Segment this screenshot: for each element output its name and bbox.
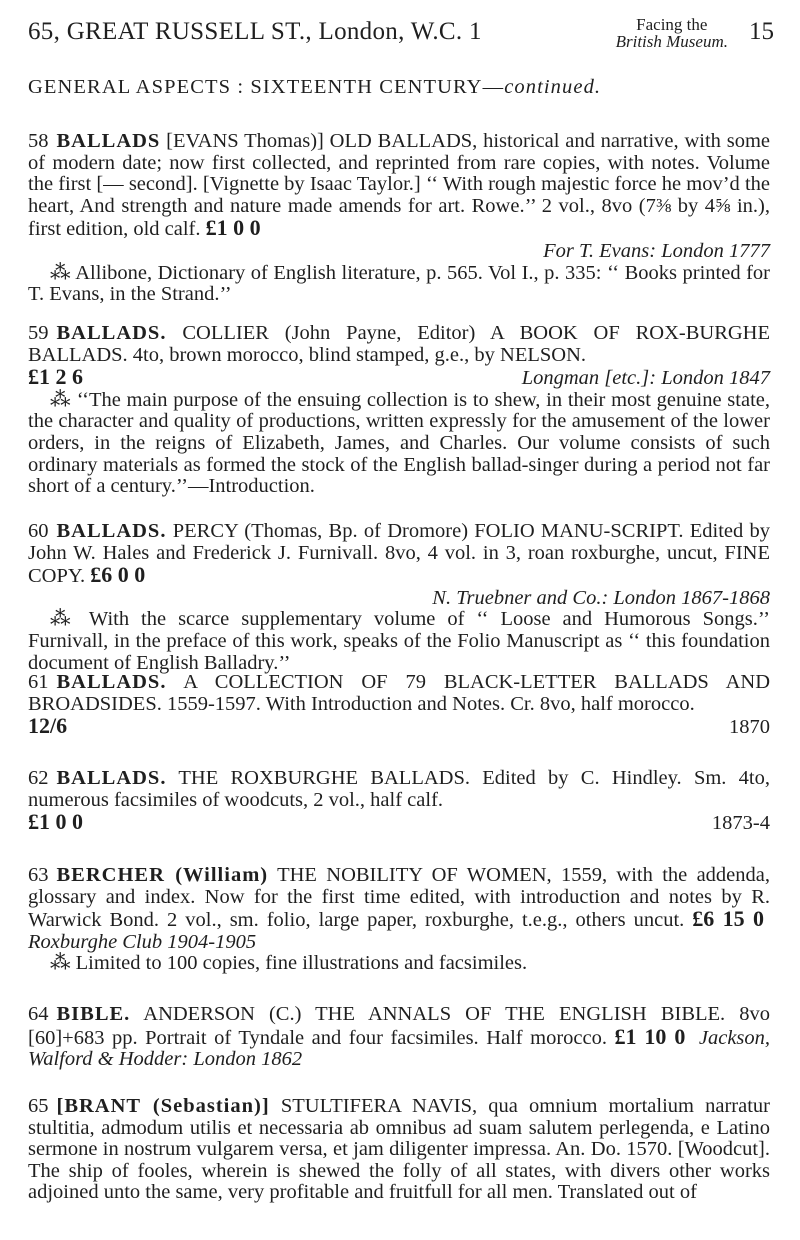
entry-keyword: BIBLE.	[56, 1003, 131, 1025]
entry-note: ⁂ Limited to 100 copies, fine illustrations and facsimiles.	[50, 952, 528, 975]
entry-number: 60	[28, 520, 49, 542]
entry-imprint: 1873-4	[711, 812, 770, 835]
entry-description: ANDERSON (C.) THE ANNALS OF THE ENGLISH BIBLE. 8vo [60]+683 pp. Portrait of Tyndale and four facsimiles. Half morocco.	[28, 1003, 770, 1049]
entry-number: 64	[28, 1003, 49, 1025]
entry-number: 59	[28, 322, 49, 344]
catalogue-entry	[28, 672, 770, 739]
catalogue-entry	[28, 521, 770, 674]
entry-description: STULTIFERA NAVIS, qua omnium mortalium narratur stultitia, admodum utilis et necessaria ab omnibus ad suam salutem perlegenda, e Latino sermone in nostrum vulgarem versa, et jam diligenter impressa. An. Do. 1570. [Woodcut]. The ship of fooles, wherein is shewed the folly of all states, with divers other works adjoined unto the same, very profitable and fruitfull for all men. Translated out of	[28, 1095, 771, 1204]
entry-description: A COLLECTION OF 79 BLACK-LETTER BALLADS AND BROADSIDES. 1559-1597. With Introduction and Notes. Cr. 8vo, half morocco.	[28, 671, 770, 715]
entry-price: £1 0 0	[205, 215, 261, 241]
entry-body	[28, 865, 770, 953]
entry-number: 58	[28, 130, 49, 152]
page-header	[28, 8, 778, 60]
catalogue-entry	[28, 865, 770, 975]
section-heading-continued: continued.	[504, 76, 602, 98]
entry-price: 12/6	[28, 713, 68, 739]
entry-imprint: Jackson, Walford & Hodder: London 1862	[28, 1026, 771, 1071]
entry-number: 61	[28, 671, 49, 693]
entry-body	[28, 768, 770, 811]
catalogue-entry	[28, 768, 770, 835]
entry-price-imprint	[28, 811, 770, 835]
entry-keyword: BALLADS.	[56, 767, 167, 789]
entry-description: COLLIER (John Payne, Editor) A BOOK OF ROX-BURGHE BALLADS. 4to, brown morocco, blind stamped, g.e., by NELSON.	[28, 322, 771, 366]
catalogue-entry	[28, 1096, 770, 1204]
entry-imprint-line	[28, 241, 770, 263]
catalogue-entry	[28, 131, 770, 306]
entry-price: £6 15 0	[692, 906, 765, 932]
entry-imprint: Longman [etc.]: London 1847	[521, 367, 770, 390]
entry-imprint: 1870	[729, 716, 770, 739]
entry-description: THE ROXBURGHE BALLADS. Edited by C. Hindley. Sm. 4to, numerous facsimiles of woodcuts, 2 vol., half calf.	[28, 767, 770, 811]
entry-keyword: BERCHER (William)	[56, 864, 269, 886]
entry-note: ⁂ ‘‘The main purpose of the ensuing collection is to shew, in their most genuine state, the character and quality of productions, written expressly for the amusement of the lower orders, in the reigns of Elizabeth, James, and Charles. Our volume consists of such ordinary materials as formed the stock of the English ballad-singer during a period not far short of a century.’’—Introduction.	[28, 388, 770, 498]
page-number: 15	[749, 18, 774, 45]
entry-keyword: BALLADS.	[56, 322, 167, 344]
entry-keyword: BALLADS.	[56, 520, 167, 542]
section-heading-main: GENERAL ASPECTS : SIXTEENTH CENTURY—	[28, 76, 505, 98]
section-heading	[28, 76, 601, 99]
running-title: 65, GREAT RUSSELL ST., London, W.C. 1	[28, 18, 482, 45]
entry-imprint: N. Truebner and Co.: London 1867-1868	[432, 586, 770, 609]
entry-body	[28, 1096, 770, 1204]
entry-body	[28, 672, 770, 715]
entry-body	[28, 131, 770, 241]
museum-line: British Museum.	[615, 32, 728, 51]
entry-number: 63	[28, 864, 49, 886]
entry-body	[28, 1004, 770, 1071]
entry-price: £1 0 0	[28, 809, 83, 835]
entry-body	[28, 521, 770, 588]
entry-body	[28, 323, 770, 366]
entry-description: PERCY (Thomas, Bp. of Dromore) FOLIO MANU-SCRIPT. Edited by John W. Hales and Frederick J. Furnivall. 8vo, 4 vol. in 3, roan roxburghe, uncut, FINE COPY.	[28, 520, 770, 588]
catalogue-entry	[28, 323, 770, 498]
entry-keyword: [BRANT (Sebastian)]	[56, 1095, 270, 1117]
facing-note	[616, 16, 728, 50]
entry-number: 62	[28, 767, 49, 789]
catalogue-entry	[28, 1004, 770, 1071]
entry-price: £1 10 0	[614, 1023, 686, 1049]
entry-price-imprint	[28, 715, 770, 739]
entry-price-imprint	[28, 366, 770, 390]
entry-imprint-line	[28, 588, 770, 610]
entry-number: 65	[28, 1095, 49, 1117]
entry-description: THE NOBILITY OF WOMEN, 1559, with the addenda, glossary and index. Now for the first time edited, with introduction and notes by R. Warwick Bond. 2 vol., sm. folio, large paper, roxburghe, t.e.g., others uncut.	[28, 864, 770, 932]
entry-imprint: Roxburghe Club 1904-1905	[28, 930, 257, 953]
entry-imprint: For T. Evans: London 1777	[543, 239, 770, 262]
entry-note: ⁂ Allibone, Dictionary of English literature, p. 565. Vol I., p. 335: ‘‘ Books printed for T. Evans, in the Strand.’’	[28, 261, 770, 306]
entry-keyword: BALLADS.	[56, 671, 167, 693]
entry-price: £1 2 6	[28, 364, 83, 390]
facing-line: Facing the	[636, 15, 708, 34]
entry-price: £6 0 0	[90, 562, 146, 588]
entry-keyword: BALLADS	[56, 130, 161, 152]
entry-description: [EVANS Thomas)] OLD BALLADS, historical and narrative, with some of modern date; now first collected, and reprinted from rare copies, with notes. Volume the first [— second]. [Vignette by Isaac Taylor.] ‘‘ With rough majestic force he mov’d the heart, And strength and nature made amends for art. Rowe.’’ 2 vol., 8vo (7⅜ by 4⅝ in.), first edition, old calf.	[28, 130, 770, 241]
entry-note: ⁂ With the scarce supplementary volume of ‘‘ Loose and Humorous Songs.’’ Furnivall, in the preface of this work, speaks of the Folio Manuscript as ‘‘ this foundation document of English Balladry.’’	[28, 608, 770, 674]
